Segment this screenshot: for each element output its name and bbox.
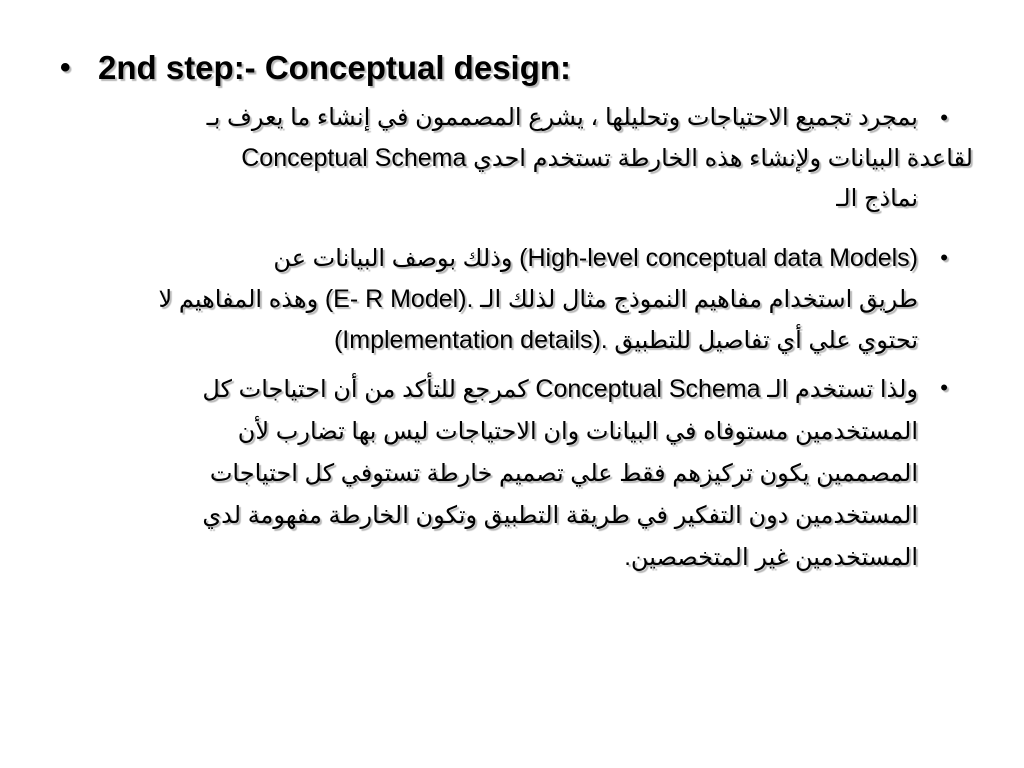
text-line xyxy=(60,537,918,579)
arabic-text: ولذا تستخدم الـ xyxy=(767,376,918,403)
text-line xyxy=(60,320,918,361)
english-term: (Implementation details). xyxy=(333,326,608,354)
text-line xyxy=(60,411,918,453)
bullet-item-3 xyxy=(60,368,948,579)
arabic-text: وذلك بوصف البيانات عن xyxy=(273,245,513,272)
arabic-text: لقاعدة البيانات ولإنشاء هذه الخارطة تستخدم احدي xyxy=(473,145,973,172)
arabic-text: كمرجع للتأكد من أن احتياجات كل xyxy=(202,376,529,403)
bullet-marker: • xyxy=(940,245,948,270)
text-line xyxy=(60,138,973,179)
english-term: (High-level conceptual data Models) xyxy=(519,244,918,272)
arabic-text: تحتوي علي أي تفاصيل للتطبيق xyxy=(614,327,918,354)
arabic-text: بمجرد تجميع الاحتياجات وتحليلها ، يشرع المصممون في إنشاء ما يعرف بـ xyxy=(206,104,918,131)
text-line xyxy=(60,98,918,138)
text-line xyxy=(60,368,918,411)
arabic-text: وهذه المفاهيم لا xyxy=(158,286,319,313)
bullet-marker: • xyxy=(940,105,948,130)
heading-bullet: • xyxy=(60,51,71,84)
text-line xyxy=(60,238,918,279)
arabic-text: طريق استخدام مفاهيم النموذج مثال لذلك الـ xyxy=(480,286,918,313)
arabic-text: المستخدمين مستوفاه في البيانات وان الاحتياجات ليس بها تضارب لأن xyxy=(237,418,918,445)
heading-text: 2nd step:- Conceptual design: xyxy=(98,49,572,86)
english-term: Conceptual Schema xyxy=(535,375,761,403)
text-line xyxy=(60,179,918,219)
text-line xyxy=(60,495,918,537)
arabic-text: المصممين يكون تركيزهم فقط علي تصميم خارطة تستوفي كل احتياجات xyxy=(209,460,918,487)
arabic-text: المستخدمين دون التفكير في طريقة التطبيق وتكون الخارطة مفهومة لدي xyxy=(202,502,918,529)
text-line xyxy=(60,453,918,495)
english-term: Conceptual Schema xyxy=(241,144,467,172)
slide-heading xyxy=(60,42,571,94)
text-line xyxy=(60,279,918,320)
bullet-marker: • xyxy=(940,375,948,400)
arabic-text: نماذج الـ xyxy=(836,185,918,212)
english-term: (E- R Model). xyxy=(324,285,474,313)
bullet-item-1 xyxy=(60,98,973,219)
arabic-text: المستخدمين غير المتخصصين. xyxy=(624,544,918,571)
bullet-item-2 xyxy=(60,238,948,361)
